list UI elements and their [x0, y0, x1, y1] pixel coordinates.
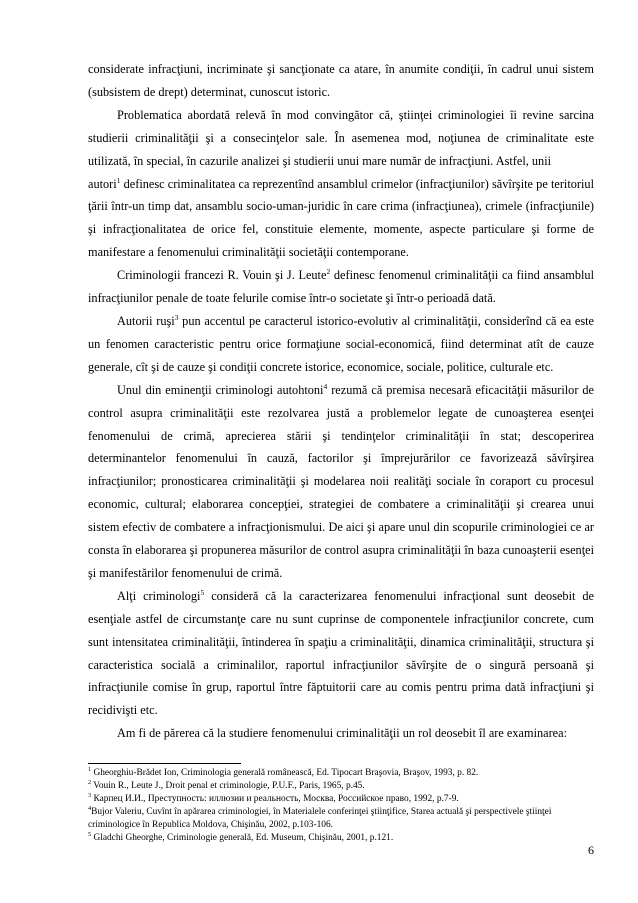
footnote-text: Vouin R., Leute J., Droit penal et criminologie, P.U.F., Paris, 1965, p.45.: [91, 780, 365, 791]
footnote-ref-5[interactable]: 5: [200, 587, 205, 597]
paragraph-2: Problematica abordată relevă în mod convingător că, ştiinţei criminologiei îi revine sarcina studierii criminalităţii şi a consecinţelor sale. În asemenea mod, noţiunea de criminalitate este utilizată, în special, în cazurile analizei şi studierii unui mare număr de infracţiuni. Astfel, unii: [88, 107, 594, 168]
paragraph-6-start: Unul din eminenţii criminologi autohtoni: [117, 382, 324, 397]
footnote-text: Карпец И.И., Преступность: иллюзии и реальность, Москва, Российское право, 1992, p.7-9.: [91, 793, 459, 804]
paragraph-5: [88, 310, 594, 379]
footnote-ref-1[interactable]: 1: [116, 175, 121, 185]
footnote-number: 5: [88, 830, 92, 838]
footnote-text: Gladchi Gheorghe, Criminologie generală, Ed. Museum, Chişinău, 2001, p.121.: [91, 832, 394, 843]
footnote-text: Gheorghiu-Brădet Ion, Criminologia generală românească, Ed. Tipocart Braşovia, Braşov, 1993, p. 82.: [91, 768, 479, 778]
footnote-3: [88, 793, 594, 806]
footnote-number: 4: [88, 804, 92, 812]
footnote-ref-3[interactable]: 3: [174, 312, 179, 322]
paragraph-7-rest: consideră că la caracterizarea fenomenului infracţional sunt deosebit de esenţiale astfel de circumstanţe care nu sunt cuprinse de componentele infracţiunilor concrete, cum sunt intensitatea criminalităţii, întinderea în spaţiu a criminalităţii, dinamica criminalităţii, structura şi caracteristica socială a criminalilor, raportul infracţiunilor săvîrşite de o singură persoană şi infracţiunile comise în grup, raportul între făptuitorii care au comis pentru prima dată infracţiuni şi recidivişti etc.: [88, 588, 594, 718]
paragraph-5-start: Autorii ruşi: [117, 313, 175, 328]
paragraph-8: Am fi de părerea că la studiere fenomenului criminalităţii un rol deosebit îl are examinarea:: [117, 726, 568, 741]
paragraph-5-rest: pun accentul pe caracterul istorico-evolutiv al criminalităţii, considerînd că ea este un fenomen caracteristic pentru orice formaţiune social-economică, fiind determinat atît de cauze generale, cît şi de cauze şi condiţii concrete istorice, economice, sociale, politice, culturale etc.: [88, 313, 594, 374]
footnote-number: 2: [88, 778, 92, 786]
footnote-text: Bujor Valeriu, Cuvînt în apărarea criminologiei, în Materialele conferinţei ştiinţifice, Starea actuală şi perspectivele ştiinţei criminologice în Republica Moldova, Chişinău, 2002, p.103-106.: [88, 806, 552, 830]
footnote-number: 1: [88, 766, 92, 773]
paragraph-6-rest: rezumă că premisa necesară eficacităţii măsurilor de control asupra criminalităţii este rezolvarea justă a problemelor legate de cunoaşterea esenţei fenomenului de crimă, aprecierea stării şi tendinţelor criminalităţii în stat; descoperirea determinantelor fenomenului în cauză, factorilor şi împrejurărilor ce favorizează săvîrşirea infracţiunilor; pronosticarea criminalităţii şi modelarea noii realităţi sociale în coraport cu procesul economic, cultural; elaborarea concepţiei, strategiei de combatere a criminalităţii şi crearea unui sistem efectiv de combatere a infracţionismului. De aici şi apare unul din scopurile criminologiei ce ar consta în elaborarea şi propunerea măsurilor de control asupra criminalităţii în baza cunoaşterii esenţei şi manifestărilor fenomenului de crimă.: [88, 382, 595, 580]
paragraph-3-start: autori: [88, 176, 117, 191]
page-number: 6: [588, 843, 594, 857]
footnote-5: [88, 832, 594, 845]
paragraph-6: [88, 379, 594, 585]
paragraph-1: considerate infracţiuni, incriminate şi sancţionate ca atare, în anumite condiţii, în cadrul unui sistem (subsistem de drept) determinat, cunoscut istoric.: [88, 62, 594, 99]
paragraph-4-rest: definesc fenomenul criminalităţii ca fiind ansamblul infracţiunilor penale de toate felurile comise într-o societate şi într-o perioadă dată.: [88, 268, 594, 306]
paragraph-4: [88, 264, 594, 310]
paragraph-3-rest: definesc criminalitatea ca reprezentînd ansamblul crimelor (infracţiunilor) săvîrşite pe teritoriul ţării într-un timp dat, ansamblu socio-uman-juridic în care crima (infracţiunea), crimele (infracţiunile) şi infracţionalitatea de orice fel, constituie elemente, momente, aspecte particulare şi forme de manifestare a fenomenului criminalităţii societăţii contemporane.: [88, 176, 594, 260]
body-text: [88, 58, 594, 745]
footnote-separator: [88, 763, 241, 764]
paragraph-7: [88, 585, 594, 722]
footnote-ref-4[interactable]: 4: [323, 381, 328, 391]
paragraph-4-start: Criminologii francezi R. Vouin şi J. Leute: [117, 268, 327, 283]
footnote-ref-2[interactable]: 2: [326, 267, 331, 277]
footnote-4: [88, 806, 594, 832]
footnote-number: 3: [88, 791, 92, 799]
footnote-2: [88, 780, 594, 793]
footnote-1: [88, 767, 594, 780]
paragraph-3: [88, 173, 594, 265]
paragraph-7-start: Alţi criminologi: [117, 588, 201, 603]
footnotes: [88, 767, 594, 844]
